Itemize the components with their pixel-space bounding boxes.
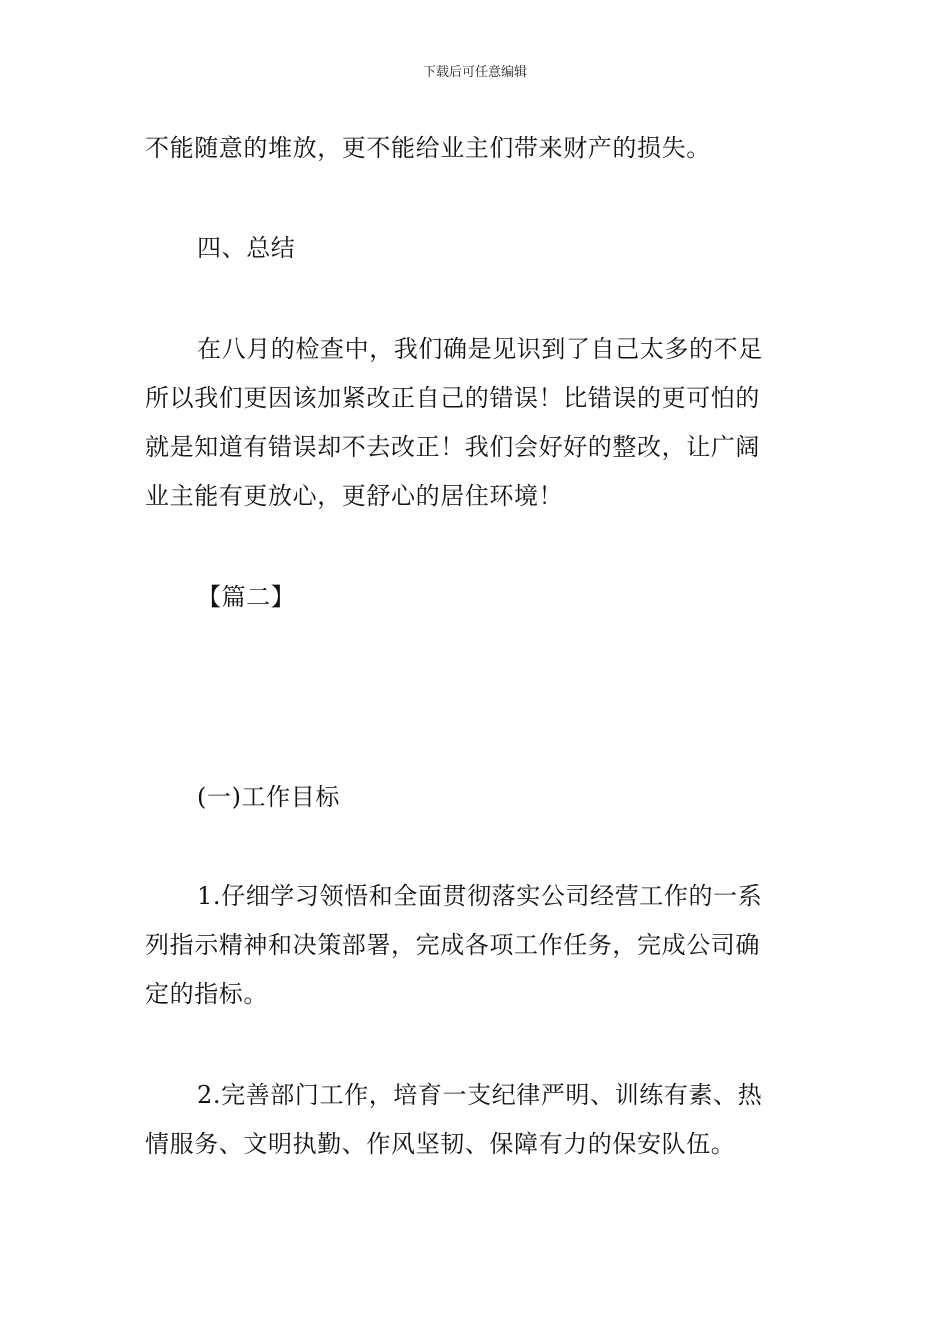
list-item-1: [145, 872, 805, 1019]
text-line: 四、总结: [197, 234, 296, 262]
list-item-2: [145, 1071, 805, 1169]
text-line: 所以我们更因该加紧改正自己的错误！比错误的更可怕的: [145, 384, 760, 412]
paragraph-summary: [145, 325, 805, 521]
text-line: 2.完善部门工作，培育一支纪律严明、训练有素、热: [197, 1081, 763, 1109]
text-line: 列指示精神和决策部署，完成各项工作任务，完成公司确: [145, 931, 760, 959]
section-heading-summary: [145, 224, 805, 273]
part-two-heading: [145, 573, 805, 622]
text-line: (一)工作目标: [197, 783, 340, 811]
section-heading-work-goals: [145, 773, 805, 822]
paragraph-continuation: [145, 124, 805, 173]
text-line: 定的指标。: [145, 980, 268, 1008]
text-line: 1.仔细学习领悟和全面贯彻落实公司经营工作的一系: [197, 882, 763, 910]
text-line: 业主能有更放心，更舒心的居住环境！: [145, 482, 564, 510]
text-line: 在八月的检查中，我们确是见识到了自己太多的不足: [197, 335, 763, 363]
text-line: 不能随意的堆放，更不能给业主们带来财产的损失。: [145, 134, 711, 162]
page-header: 下载后可任意编辑: [422, 65, 527, 80]
text-line: 就是知道有错误却不去改正！我们会好好的整改，让广阔: [145, 433, 760, 461]
text-line: 【篇二】: [197, 583, 296, 611]
text-line: 情服务、文明执勤、作风坚韧、保障有力的保安队伍。: [145, 1130, 736, 1158]
